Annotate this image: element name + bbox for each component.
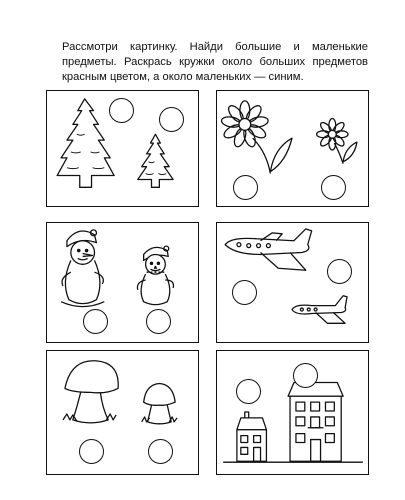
snowmen-illustration	[47, 223, 198, 342]
panel-fir-trees	[46, 90, 199, 207]
circle-big-house[interactable]	[293, 363, 318, 388]
instructions-text: Рассмотри картинку. Найди большие и маленькие предметы. Раскрась кружки около больших предметов красным цветом, а около маленьких — синим.	[62, 41, 368, 83]
small-fir-tree	[138, 134, 173, 187]
panel-airplanes	[216, 222, 369, 343]
panel-snowmen	[46, 222, 199, 343]
small-house	[237, 412, 267, 461]
circle-big-airplane[interactable]	[327, 259, 352, 284]
circle-big-flower[interactable]	[233, 175, 258, 200]
circle-small-mushroom[interactable]	[148, 439, 173, 464]
circle-big-snowman[interactable]	[83, 309, 108, 334]
houses-illustration	[217, 351, 368, 474]
big-house	[288, 375, 343, 462]
circle-small-house[interactable]	[236, 379, 261, 404]
circle-big-fir-tree[interactable]	[109, 98, 134, 123]
circle-small-snowman[interactable]	[146, 309, 171, 334]
small-flower	[317, 119, 357, 164]
big-snowman	[61, 230, 104, 307]
small-mushroom	[142, 383, 177, 423]
big-fir-tree	[57, 99, 114, 187]
circle-big-mushroom[interactable]	[79, 439, 104, 464]
panel-flowers	[216, 90, 369, 207]
big-airplane	[225, 229, 312, 270]
circle-small-flower[interactable]	[321, 175, 346, 200]
panel-houses	[216, 350, 369, 475]
small-snowman	[137, 246, 173, 305]
panel-mushrooms	[46, 350, 199, 475]
mushrooms-illustration	[47, 351, 198, 474]
big-mushroom	[63, 361, 118, 423]
small-airplane	[292, 296, 347, 324]
circle-small-fir-tree[interactable]	[159, 107, 184, 132]
circle-small-airplane[interactable]	[232, 280, 257, 305]
big-flower	[221, 101, 292, 174]
